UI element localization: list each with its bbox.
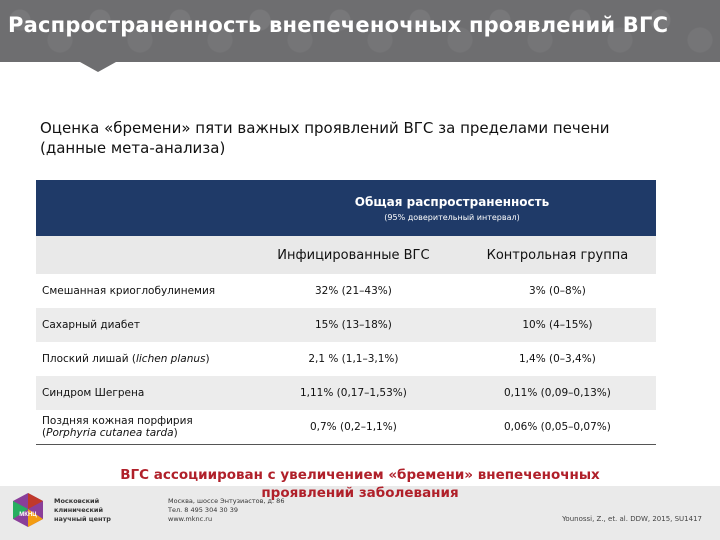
table-row [36, 376, 656, 410]
callout-line-1: ВГС ассоциирован с увеличением «бремени» внепеченочных [120, 467, 600, 483]
slide-header [0, 0, 720, 62]
cell-infected: 0,7% (0,2–1,1%) [248, 410, 459, 444]
row-label-italic: Porphyria cutanea tarda [46, 426, 174, 439]
slide-title: Распространенность внепеченочных проявлений ВГС [8, 13, 669, 37]
row-label-prefix: ( [42, 426, 47, 439]
cell-infected: 15% (13–18%) [315, 319, 392, 331]
row-label [36, 308, 248, 342]
cell-infected: 1,11% (0,17–1,53%) [299, 387, 407, 399]
group-header-subtitle: (95% доверительный интервал) [384, 212, 520, 222]
cell-control: 0,06% (0,05–0,07%) [459, 410, 656, 444]
mknc-logo [12, 492, 44, 528]
row-label [36, 410, 248, 444]
cell-control: 3% (0–8%) [529, 285, 586, 297]
org-address: Москва, шоссе Энтузиастов, д. 86 Тел. 8 495 304 30 39 www.mknc.ru [168, 497, 285, 523]
cell-control: 10% (4–15%) [522, 319, 593, 331]
table-subheader-empty [36, 236, 248, 274]
row-label-text: Поздняя кожная порфирия [42, 414, 193, 427]
row-label-text: Синдром Шегрена [42, 387, 145, 399]
column-header-control: Контрольная группа [486, 247, 629, 263]
table-row [36, 274, 656, 308]
cell-control: 0,11% (0,09–0,13%) [503, 387, 611, 399]
table-group-header [248, 180, 656, 236]
row-label-suffix: ) [173, 426, 178, 439]
org-name: Московский клинический научный центр [54, 497, 111, 523]
column-header-infected: Инфицированные ВГС [277, 247, 430, 263]
table-row [36, 342, 656, 376]
callout-text [60, 466, 660, 502]
row-label-text: Смешанная криоглобулинемия [42, 285, 216, 297]
table-corner-cell [36, 180, 248, 236]
table-group-header-row [36, 180, 656, 236]
table-row [36, 308, 656, 342]
subtitle-line-2: (данные мета-анализа) [40, 139, 226, 157]
row-label [36, 376, 248, 410]
row-label-text: Сахарный диабет [42, 319, 140, 331]
table-column-header-row [36, 236, 656, 274]
header-notch [80, 62, 116, 72]
subtitle-line-1: Оценка «бремени» пяти важных проявлений ВГС за пределами печени [40, 119, 610, 137]
row-label-suffix: ) [205, 353, 210, 365]
cell-infected: 32% (21–43%) [315, 285, 392, 297]
cell-infected: 2,1 % (1,1–3,1%) [308, 353, 399, 365]
cell-control: 1,4% (0–3,4%) [519, 353, 596, 365]
slide-subtitle [40, 118, 680, 158]
prevalence-table [36, 180, 656, 445]
row-label [36, 342, 248, 376]
table-row [36, 410, 656, 444]
row-label-italic: lichen planus [135, 353, 206, 365]
logo-text: МКНЦ [19, 512, 37, 518]
group-header-title: Общая распространенность [354, 194, 550, 209]
callout-line-2: проявлений заболевания [261, 485, 459, 501]
citation: Younossi, Z., et. al. DDW, 2015, SU1417 [562, 515, 702, 523]
row-label [36, 274, 248, 308]
row-label-text: Плоский лишай ( [42, 353, 136, 365]
